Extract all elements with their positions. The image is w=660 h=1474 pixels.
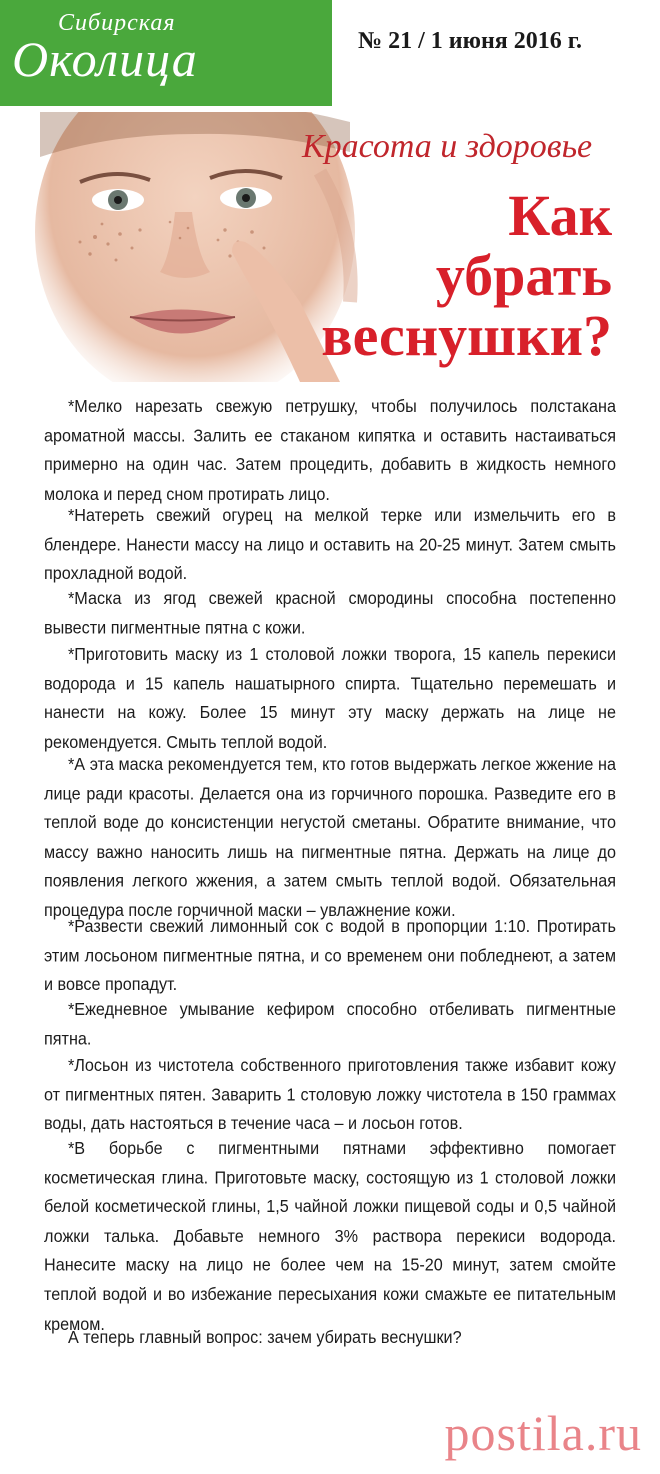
headline-line: убрать <box>435 243 612 308</box>
article-paragraph: *Натереть свежий огурец на мелкой терке или измельчить его в блендере. Нанести массу на лицо и оставить на 20-25 минут. Затем смыть прохладной водой. <box>44 505 616 585</box>
rubric: Красота и здоровье <box>302 128 593 165</box>
masthead-subtitle: Сибирская <box>58 10 176 36</box>
article-paragraph: *Лосьон из чистотела собственного приготовления также избавит кожу от пигментных пятен. Заварить 1 столовую ложку чистотела в 150 граммах воды, дать настояться в течение часа – и лосьон готов. <box>44 1055 616 1134</box>
issue-number: № 21 / 1 июня 2016 г. <box>358 28 582 54</box>
masthead-title: Околица <box>12 31 198 87</box>
article-closing-question: А теперь главный вопрос: зачем убирать веснушки? <box>68 1327 462 1348</box>
headline <box>321 183 612 368</box>
article-paragraph: *Мелко нарезать свежую петрушку, чтобы получилось полстакана ароматной массы. Залить ее стаканом кипятка и оставить настаиваться примерно на один час. Затем процедить, добавить в жидкость немного молока и перед сном протирать лицо. <box>44 396 616 504</box>
watermark: postila.ru <box>444 1405 642 1461</box>
article-body <box>44 392 616 1353</box>
masthead <box>0 0 332 106</box>
article-paragraph: *В борьбе с пигментными пятнами эффективно помогает косметическая глина. Приготовьте маску, состоящую из 1 столовой ложки белой косметической глины, 1,5 чайной ложки пищевой соды и 0,5 чайной ложки талька. Добавьте немного 3% раствора перекиси водорода. Нанесите маску на лицо не более чем на 15-20 минут, затем смойте теплой водой и во избежание пересыхания кожи смажьте ее питательным кремом. <box>44 1138 616 1334</box>
headline-line: веснушки? <box>321 303 612 368</box>
headline-line: Как <box>508 183 612 248</box>
article-paragraph: *Приготовить маску из 1 столовой ложки творога, 15 капель перекиси водорода и 15 капель нашатырного спирта. Тщательно перемешать и нанести на кожу. Более 15 минут эту маску держать на лице не рекомендуется. Смыть теплой водой. <box>44 644 616 753</box>
article-paragraph: *Развести свежий лимонный сок с водой в пропорции 1:10. Протирать этим лосьоном пигментные пятна, и со временем они побледнеют, а затем и вовсе пропадут. <box>44 916 616 995</box>
article-paragraph: *Маска из ягод свежей красной смородины способна постепенно вывести пигментные пятна с кожи. <box>44 588 616 638</box>
article-paragraph: *А эта маска рекомендуется тем, кто готов выдержать легкое жжение на лице ради красоты. Делается она из горчичного порошка. Разведите его в теплой воде до консистенции негустой сметаны. Обратите внимание, что массу важно наносить лишь на пигментные пятна. Держать на лице до появления легкого жжения, а затем смыть теплой водой. Обязательная процедура после горчичной маски – увлажнение кожи. <box>44 754 616 921</box>
article-paragraph: *Ежедневное умывание кефиром способно отбеливать пигментные пятна. <box>44 999 616 1049</box>
